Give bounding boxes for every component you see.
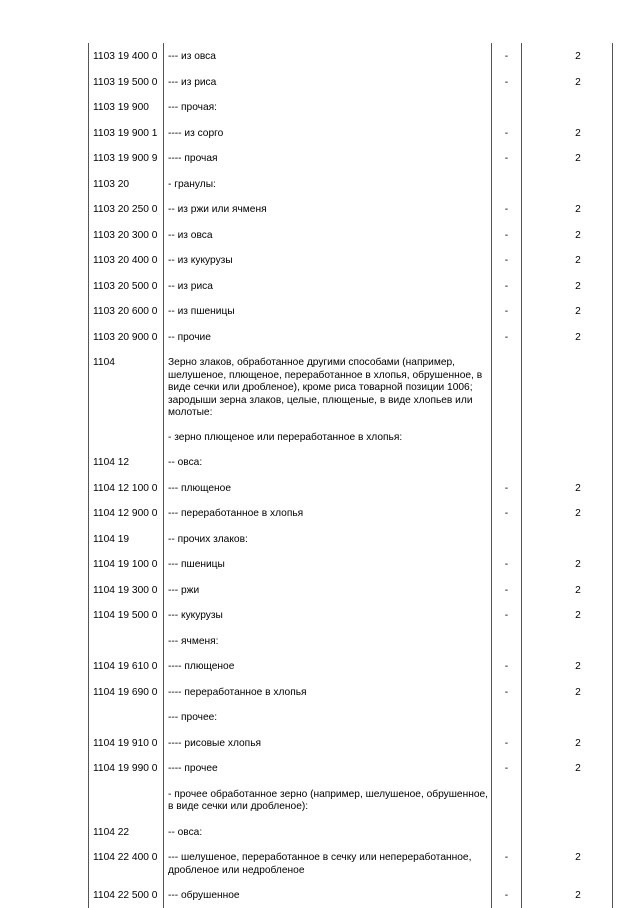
rate-column-3 (492, 781, 522, 819)
rate-column-3: - (492, 222, 522, 248)
table-row (89, 602, 613, 628)
rate-column-3: - (492, 324, 522, 350)
commodity-description: -- из овса (164, 222, 492, 248)
rate-column-3 (492, 349, 522, 449)
table-row (89, 298, 613, 324)
table-row (89, 500, 613, 526)
table-row (89, 349, 613, 449)
table-row (89, 43, 613, 69)
commodity-description: --- пшеницы (164, 551, 492, 577)
rate-column-3 (492, 704, 522, 730)
commodity-code: 1104 12 900 0 (89, 500, 164, 526)
commodity-code: 1104 22 500 0 (89, 882, 164, 908)
commodity-code: 1104 19 610 0 (89, 653, 164, 679)
table-row (89, 730, 613, 756)
commodity-description: - прочее обработанное зерно (например, шелушеное, обрушенное, в виде сечки или дробленое): (164, 781, 492, 819)
rate-column-3: - (492, 577, 522, 603)
commodity-description: --- прочее: (164, 704, 492, 730)
table-row (89, 819, 613, 845)
rate-column-4: 2 (522, 43, 613, 69)
rate-column-3: - (492, 69, 522, 95)
commodity-description: -- овса: (164, 819, 492, 845)
table-row (89, 844, 613, 882)
table-row (89, 577, 613, 603)
rate-column-4: 2 (522, 551, 613, 577)
commodity-code: 1103 20 600 0 (89, 298, 164, 324)
rate-column-3 (492, 94, 522, 120)
rate-column-4: 2 (522, 247, 613, 273)
commodity-description: --- из риса (164, 69, 492, 95)
table-row (89, 653, 613, 679)
commodity-description: --- переработанное в хлопья (164, 500, 492, 526)
rate-column-4 (522, 349, 613, 449)
commodity-code: 1104 12 100 0 (89, 475, 164, 501)
commodity-code: 1104 19 690 0 (89, 679, 164, 705)
rate-column-3 (492, 526, 522, 552)
rate-column-3: - (492, 679, 522, 705)
rate-column-4: 2 (522, 602, 613, 628)
rate-column-4: 2 (522, 500, 613, 526)
commodity-code: 1104 19 910 0 (89, 730, 164, 756)
commodity-description: --- ржи (164, 577, 492, 603)
rate-column-4: 2 (522, 298, 613, 324)
heading-description: Зерно злаков, обработанное другими способами (например, шелушеное, плющеное, переработанное в хлопья, обрушенное, в виде сечки или дробленое), кроме риса товарной позиции 1006; зародыши зерна злаков, целые, плющеные, в виде хлопьев или молотые: (168, 357, 483, 418)
rate-column-4: 2 (522, 69, 613, 95)
rate-column-4: 2 (522, 679, 613, 705)
commodity-code: 1104 22 (89, 819, 164, 845)
rate-column-4: 2 (522, 324, 613, 350)
commodity-code: 1104 19 990 0 (89, 755, 164, 781)
table-row (89, 171, 613, 197)
commodity-code: 1103 20 400 0 (89, 247, 164, 273)
table-row (89, 94, 613, 120)
rate-column-3: - (492, 730, 522, 756)
table-row (89, 196, 613, 222)
commodity-code (89, 781, 164, 819)
rate-column-4 (522, 819, 613, 845)
rate-column-3: - (492, 500, 522, 526)
rate-column-3 (492, 628, 522, 654)
rate-column-3: - (492, 844, 522, 882)
table-row (89, 475, 613, 501)
commodity-description (164, 349, 492, 449)
table-row (89, 449, 613, 475)
table-row (89, 551, 613, 577)
rate-column-4: 2 (522, 653, 613, 679)
commodity-code: 1103 20 (89, 171, 164, 197)
table-row (89, 526, 613, 552)
commodity-description: ---- прочая (164, 145, 492, 171)
commodity-code: 1104 (89, 349, 164, 449)
rate-column-4 (522, 449, 613, 475)
commodity-description: -- прочих злаков: (164, 526, 492, 552)
commodity-description: --- шелушеное, переработанное в сечку или непереработанное, дробленое или недробленое (164, 844, 492, 882)
rate-column-3 (492, 819, 522, 845)
rate-column-3: - (492, 602, 522, 628)
rate-column-3: - (492, 43, 522, 69)
commodity-description: ---- прочее (164, 755, 492, 781)
rate-column-4 (522, 526, 613, 552)
table-row (89, 882, 613, 908)
commodity-code: 1103 19 900 1 (89, 120, 164, 146)
commodity-code: 1103 19 500 0 (89, 69, 164, 95)
table-row (89, 781, 613, 819)
commodity-code: 1104 12 (89, 449, 164, 475)
rate-column-3: - (492, 196, 522, 222)
commodity-description: -- из риса (164, 273, 492, 299)
rate-column-4: 2 (522, 577, 613, 603)
rate-column-3: - (492, 882, 522, 908)
rate-column-4: 2 (522, 120, 613, 146)
commodity-description: ---- из сорго (164, 120, 492, 146)
commodity-description: ---- переработанное в хлопья (164, 679, 492, 705)
commodity-code: 1103 20 250 0 (89, 196, 164, 222)
commodity-description: ---- рисовые хлопья (164, 730, 492, 756)
rate-column-4: 2 (522, 844, 613, 882)
commodity-description: -- из ржи или ячменя (164, 196, 492, 222)
commodity-code (89, 704, 164, 730)
commodity-code: 1103 19 900 9 (89, 145, 164, 171)
rate-column-4: 2 (522, 222, 613, 248)
table-row (89, 247, 613, 273)
commodity-description: --- кукурузы (164, 602, 492, 628)
table-row (89, 120, 613, 146)
rate-column-3 (492, 449, 522, 475)
commodity-description: --- плющеное (164, 475, 492, 501)
commodity-code: 1104 19 100 0 (89, 551, 164, 577)
rate-column-3: - (492, 145, 522, 171)
commodity-code (89, 628, 164, 654)
commodity-code: 1103 20 500 0 (89, 273, 164, 299)
rate-column-3: - (492, 755, 522, 781)
commodity-code: 1104 19 (89, 526, 164, 552)
commodity-description: -- прочие (164, 324, 492, 350)
rate-column-3: - (492, 247, 522, 273)
rate-column-3: - (492, 551, 522, 577)
commodity-code: 1103 19 400 0 (89, 43, 164, 69)
commodity-description: -- из пшеницы (164, 298, 492, 324)
subheading-description: - зерно плющеное или переработанное в хлопья: (168, 431, 403, 443)
rate-column-3: - (492, 653, 522, 679)
rate-column-3: - (492, 120, 522, 146)
commodity-code: 1104 19 300 0 (89, 577, 164, 603)
rate-column-4: 2 (522, 475, 613, 501)
commodity-code: 1103 20 900 0 (89, 324, 164, 350)
table-row (89, 679, 613, 705)
commodity-code: 1103 20 300 0 (89, 222, 164, 248)
table-row (89, 273, 613, 299)
commodity-code: 1103 19 900 (89, 94, 164, 120)
rate-column-4 (522, 704, 613, 730)
rate-column-3: - (492, 475, 522, 501)
rate-column-4: 2 (522, 196, 613, 222)
commodity-code: 1104 22 400 0 (89, 844, 164, 882)
rate-column-4: 2 (522, 730, 613, 756)
rate-column-3: - (492, 298, 522, 324)
table-row (89, 324, 613, 350)
rate-column-4: 2 (522, 755, 613, 781)
commodity-description: -- из кукурузы (164, 247, 492, 273)
table-row (89, 704, 613, 730)
rate-column-4 (522, 171, 613, 197)
commodity-description: --- прочая: (164, 94, 492, 120)
tariff-table (88, 43, 613, 908)
rate-column-4: 2 (522, 882, 613, 908)
commodity-description: -- овса: (164, 449, 492, 475)
rate-column-4 (522, 781, 613, 819)
commodity-description: --- ячменя: (164, 628, 492, 654)
commodity-description: ---- плющеное (164, 653, 492, 679)
rate-column-4: 2 (522, 145, 613, 171)
rate-column-3: - (492, 273, 522, 299)
commodity-code: 1104 19 500 0 (89, 602, 164, 628)
table-row (89, 145, 613, 171)
commodity-description: - гранулы: (164, 171, 492, 197)
rate-column-4: 2 (522, 273, 613, 299)
commodity-description: --- из овса (164, 43, 492, 69)
table-row (89, 222, 613, 248)
commodity-description: --- обрушенное (164, 882, 492, 908)
rate-column-4 (522, 94, 613, 120)
table-row (89, 69, 613, 95)
rate-column-4 (522, 628, 613, 654)
table-row (89, 628, 613, 654)
table-row (89, 755, 613, 781)
rate-column-3 (492, 171, 522, 197)
